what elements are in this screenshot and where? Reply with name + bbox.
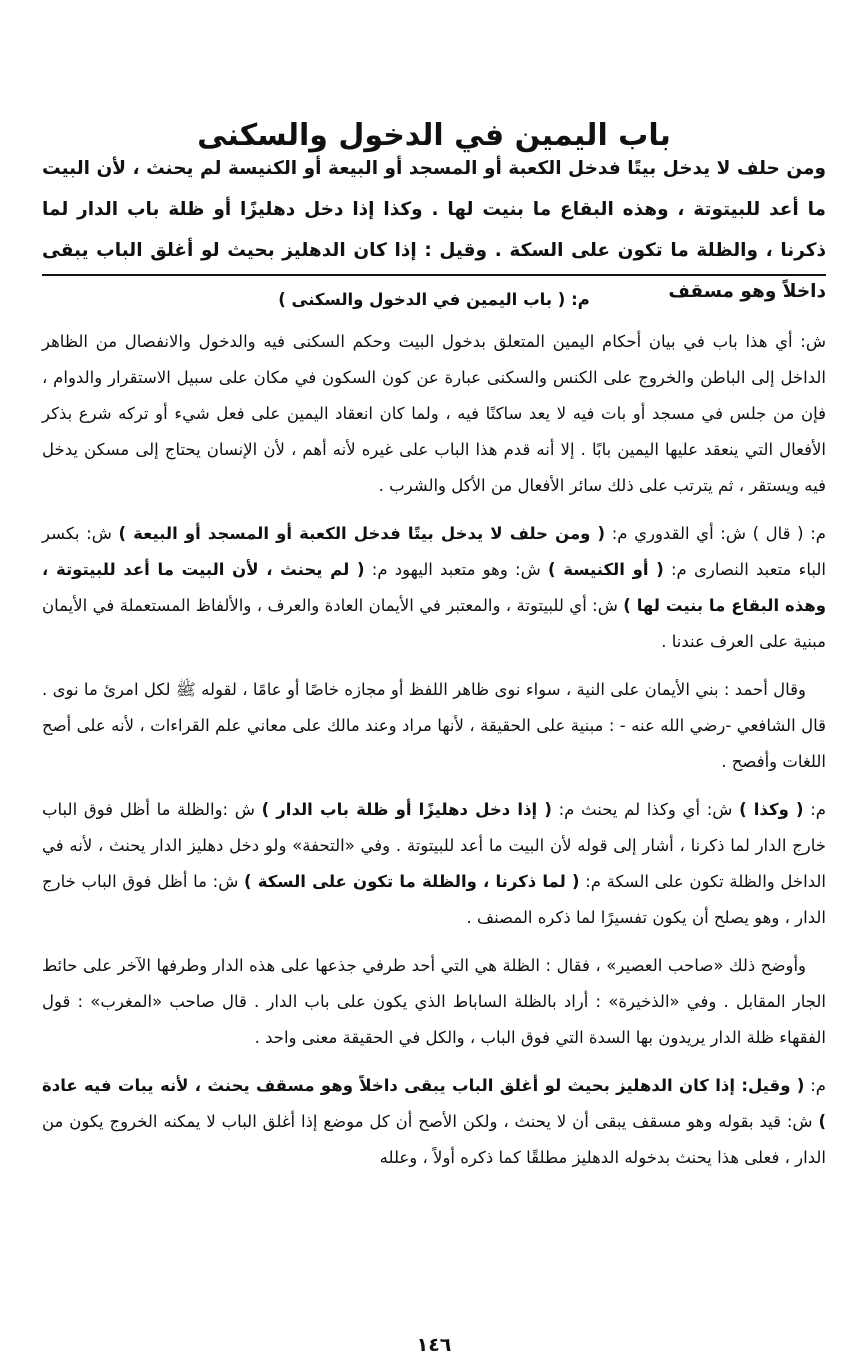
quoted-matn: ( وكذا ) — [739, 800, 804, 819]
commentary-heading: م: ( باب اليمين في الدخول والسكنى ) — [278, 290, 590, 309]
plain-text: ش: أي للبيتوتة ، والمعتبر في الأيمان العادة والعرف ، والألفاظ المستعملة في الأيمان مبنية على العرف عندنا . — [42, 596, 826, 651]
commentary-paragraph-4 — [42, 792, 826, 936]
quoted-matn: ( لم يحنث ، لأن البيت ما أعد للبيتوتة ، وهذه البقاع ما بنيت لها ) — [42, 560, 826, 615]
plain-text: م: — [804, 1076, 826, 1095]
quoted-matn: ( إذا دخل دهليزًا أو ظلة باب الدار ) — [261, 800, 552, 819]
commentary-paragraph-5: وأوضح ذلك «صاحب العصير» ، فقال : الظلة هي التي أحد طرفي جذعها على هذه الدار وطرفها الآخر على حائط الجار المقابل . وفي «الذخيرة» : أراد بالظلة الساباط الذي يكون على باب الدار . قال صاحب «المغرب» : قول الفقهاء ظلة الدار يريدون بها السدة التي فوق الباب ، والكل في الحقيقة معنى واحد . — [42, 956, 826, 1047]
plain-text: ش: وهو متعبد اليهود م: — [364, 560, 548, 579]
plain-text: ش: ما أظل فوق الباب خارج الدار ، وهو يصلح أن يكون تفسيرًا لما ذكره المصنف . — [42, 872, 826, 927]
commentary-paragraph-2 — [42, 516, 826, 660]
plain-text: م: ( قال ) ش: أي القدوري م: — [605, 524, 826, 543]
main-text: ومن حلف لا يدخل بيتًا فدخل الكعبة أو المسجد أو البيعة أو الكنيسة لم يحنث ، لأن البيت ما أعد للبيتوتة ، وهذه البقاع ما بنيت لها . وكذا إذا دخل دهليزًا أو ظلة باب الدار لما ذكرنا ، والظلة ما تكون على السكة . وقيل : إذا كان الدهليز بحيث لو أغلق الباب يبقى داخلاً وهو مسقف — [42, 158, 826, 302]
quoted-matn: ( لما ذكرنا ، والظلة ما تكون على السكة ) — [244, 872, 580, 891]
plain-text: ش: قيد بقوله وهو مسقف يبقى أن لا يحنث ، ولكن الأصح أن كل موضع إذا أغلق الباب لا يمكنه الخروج يكون من الدار ، فعلى هذا يحنث بدخوله الدهليز مطلقًا كما ذكره أولاً ، وعلله — [42, 1112, 826, 1167]
quoted-matn: ( ومن حلف لا يدخل بيتًا فدخل الكعبة أو المسجد أو البيعة ) — [118, 524, 606, 543]
plain-text: ش: بكسر الباء متعبد النصارى م: — [42, 524, 826, 579]
quoted-matn: ( وقيل: إذا كان الدهليز بحيث لو أغلق الباب يبقى داخلاً وهو مسقف يحنث ، لأنه يبات فيه عادة ) — [42, 1076, 826, 1131]
commentary-paragraph-1: ش: أي هذا باب في بيان أحكام اليمين المتعلق بدخول البيت وحكم السكنى فيه والدخول والانفصال من الظاهر الداخل إلى الباطن والخروج على الكنس والسكنى عبارة عن كون السكون في مكان على سبيل الاستقرار والدوام ، فإن من جلس في مسجد أو بات فيه لا يعد ساكنًا فيه ، ولما كان انعقاد اليمين على فعل شيء أو تركه شرع بذكر الأفعال التي ينعقد عليها اليمين بابًا . إلا أنه قدم هذا الباب على غيره لأنه أهم ، لأن الإنسان يحتاج إلى مسكن يدخل فيه ويستقر ، ثم يترتب على ذلك سائر الأفعال من الأكل والشرب . — [42, 332, 826, 495]
page-number: ١٤٦ — [416, 1334, 452, 1356]
plain-text: م: — [803, 800, 826, 819]
plain-text: ش :والظلة ما أظل فوق الباب خارج الدار لما ذكرنا ، أشار إلى قوله لأن البيت ما أعد للبيتوتة . وفي «التحفة» ولو دخل دهليز الدار يحنث ، لأنه في الداخل والظلة تكون على السكة م: — [42, 800, 826, 891]
quoted-matn: ( أو الكنيسة ) — [547, 560, 664, 579]
separator-rule — [42, 274, 826, 276]
plain-text: ش: أي وكذا لم يحنث م: — [551, 800, 740, 819]
commentary-paragraph-3: وقال أحمد : بني الأيمان على النية ، سواء نوى ظاهر اللفظ أو مجازه خاصًا أو عامًا ، لقوله ﷺ لكل امرئ ما نوى . قال الشافعي -رضي الله عنه - : مبنية على الحقيقة ، لأنها مراد وعند مالك على معاني علم القراءات ، لأنه على أصح اللغات وأفصح . — [42, 680, 826, 771]
commentary — [42, 282, 826, 1176]
chapter-title: باب اليمين في الدخول والسكنى — [197, 118, 671, 154]
commentary-paragraph-6 — [42, 1068, 826, 1176]
